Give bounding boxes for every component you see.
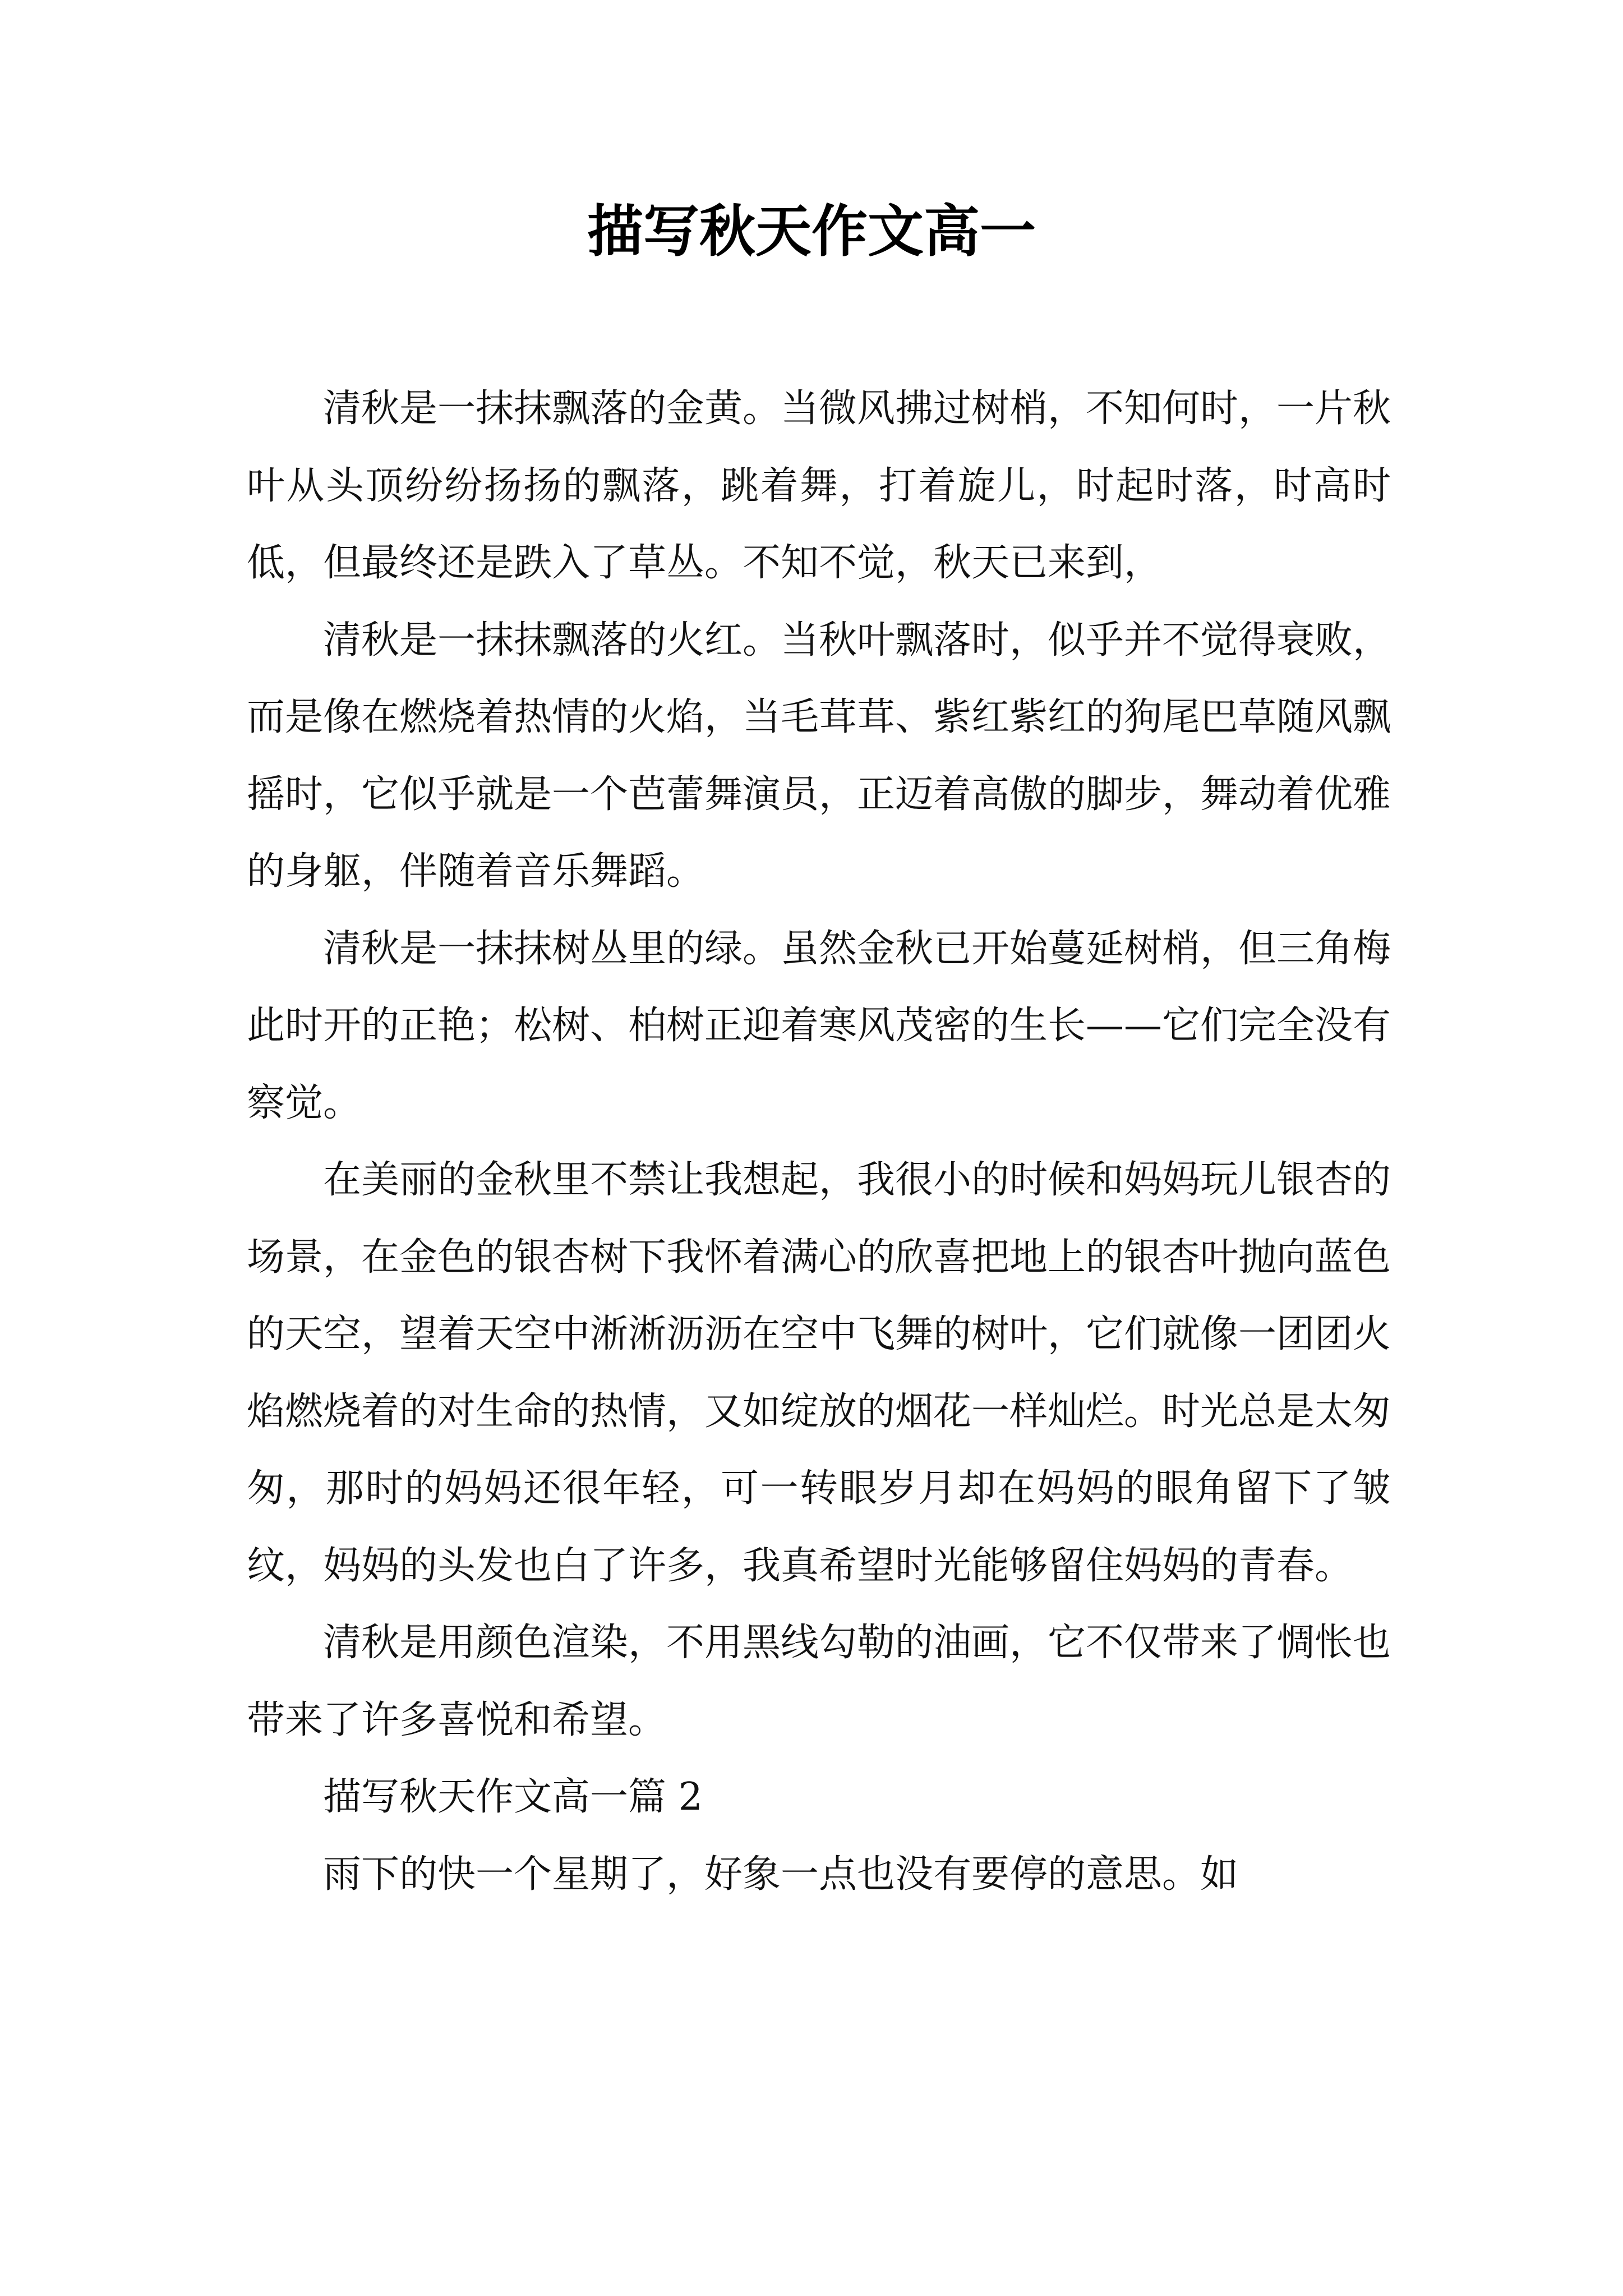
paragraph-oil-painting: 清秋是用颜色渲染，不用黑线勾勒的油画，它不仅带来了惆怅也带来了许多喜悦和希望。	[247, 1621, 1391, 1742]
paragraph-fiery-red: 清秋是一抹抹飘落的火红。当秋叶飘落时，似乎并不觉得衰败，而是像在燃烧着热情的火焰，当毛茸茸、紫红紫红的狗尾巴草随风飘摇时，它似乎就是一个芭蕾舞演员，正迈着高傲的脚步，舞动着优雅的身躯，伴随着音乐舞蹈。	[247, 618, 1391, 894]
document-title: 描写秋天作文高一	[587, 199, 1036, 264]
section-heading-part-2: 描写秋天作文高一篇 2	[323, 1775, 703, 1819]
paragraph-green-thicket: 清秋是一抹抹树丛里的绿。虽然金秋已开始蔓延树梢，但三角梅此时开的正艳；松树、柏树正迎着寒风茂密的生长——它们完全没有察觉。	[247, 926, 1391, 1125]
document-body	[247, 370, 1391, 1913]
paragraph-ginkgo-memory: 在美丽的金秋里不禁让我想起，我很小的时候和妈妈玩儿银杏的场景，在金色的银杏树下我怀着满心的欣喜把地上的银杏叶抛向蓝色的天空，望着天空中淅淅沥沥在空中飞舞的树叶，它们就像一团团火焰燃烧着的对生命的热情，又如绽放的烟花一样灿烂。时光总是太匆匆，那时的妈妈还很年轻，可一转眼岁月却在妈妈的眼角留下了皱纹，妈妈的头发也白了许多，我真希望时光能够留住妈妈的青春。	[247, 1158, 1391, 1588]
paragraph-golden-autumn: 清秋是一抹抹飘落的金黄。当微风拂过树梢，不知何时，一片秋叶从头顶纷纷扬扬的飘落，跳着舞，打着旋儿，时起时落，时高时低，但最终还是跌入了草丛。不知不觉，秋天已来到，	[247, 386, 1391, 585]
paragraph-rain: 雨下的快一个星期了，好象一点也没有要停的意思。如	[323, 1852, 1239, 1897]
